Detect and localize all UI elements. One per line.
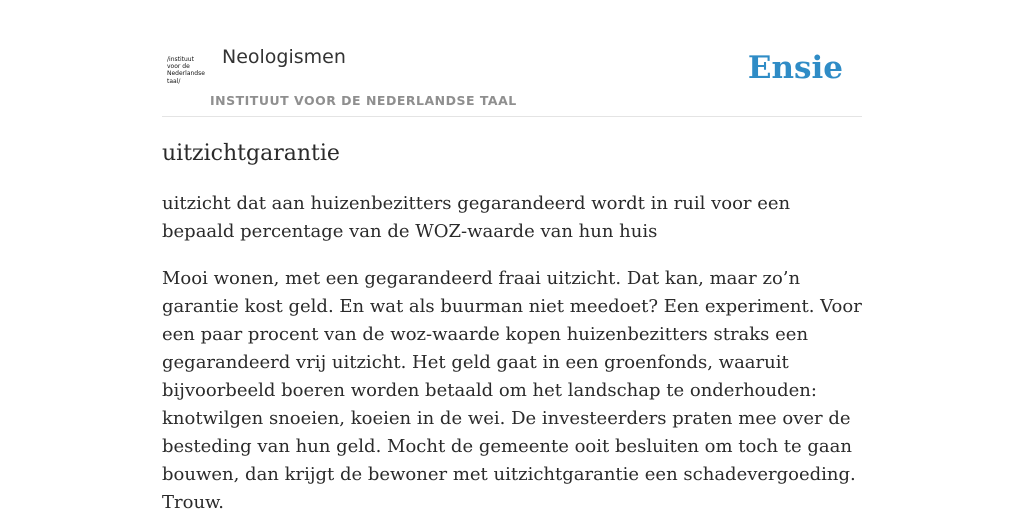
logo-line: taal/ bbox=[167, 77, 181, 85]
ivdnt-logo[interactable] bbox=[167, 56, 207, 88]
entry-example: Mooi wonen, met een gegarandeerd fraai uitzicht. Dat kan, maar zo’n garantie kost geld. En wat als buurman niet meedoet? Een experiment. Voor een paar procent van de woz-waarde kopen huizenbezitters straks een gegarandeerd vrij uitzicht. Het geld gaat in een groenfonds, waaruit bijvoorbeeld boeren worden betaald om het landschap te onderhouden: knotwilgen snoeien, koeien in de wei. De investeerders praten mee over de besteding van hun geld. Mocht de gemeente ooit besluiten om toch te gaan bouwen, dan krijgt de bewoner met uitzichtgarantie een schadevergoeding. bbox=[162, 268, 862, 485]
entry-source: Trouw. bbox=[162, 492, 225, 512]
entry-term: uitzichtgarantie bbox=[162, 141, 340, 166]
entry-content bbox=[162, 138, 862, 512]
organization-name: INSTITUUT VOOR DE NEDERLANDSE TAAL bbox=[210, 93, 517, 108]
logo-line: /instituut bbox=[167, 56, 194, 63]
entry-definition: uitzicht dat aan huizenbezitters gegarandeerd wordt in ruil voor een bepaald percentage van de WOZ-waarde van hun huis bbox=[162, 193, 791, 242]
ensie-brand-link[interactable]: Ensie bbox=[747, 50, 843, 86]
logo-line: Nederlandse bbox=[167, 70, 205, 78]
header bbox=[162, 0, 862, 117]
logo-line: voor de bbox=[167, 63, 190, 71]
dictionary-name[interactable]: Neologismen bbox=[222, 46, 346, 68]
